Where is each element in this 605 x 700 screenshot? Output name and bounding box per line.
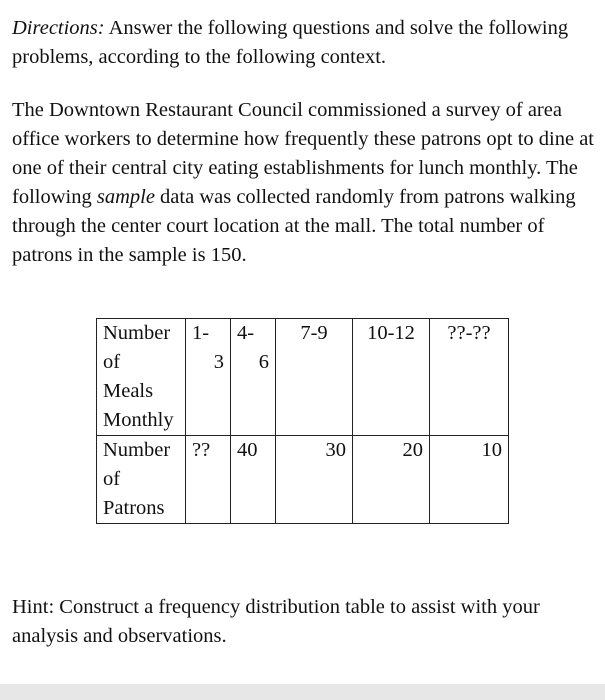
context-text-part1: The Downtown Restaurant Council commissioned a survey of area office workers to determine how frequently these patrons opt to dine at one of their central city eating establishments for lunch monthly. The following <box>12 99 594 208</box>
patron-count-cell-3 <box>276 436 353 524</box>
patron-count-cell-4 <box>353 436 430 524</box>
meal-range-1-bottom: 3 <box>213 351 224 373</box>
context-paragraph <box>12 96 597 270</box>
patrons-header-line-2: of <box>103 468 121 490</box>
table-row-meals <box>97 319 509 436</box>
meal-range-cell-4 <box>353 319 430 436</box>
context-emphasis: sample <box>96 186 155 208</box>
meals-header-cell <box>97 319 186 436</box>
meal-range-cell-1 <box>186 319 231 436</box>
patron-count-4: 20 <box>402 439 423 461</box>
context-text-part2: data was collected randomly from patrons walking through the center court location at the mall. The total number of patrons in the sample is 150. <box>12 186 576 266</box>
meal-range-2-bottom: 6 <box>258 351 269 373</box>
patrons-header-line-3: Patrons <box>103 497 165 519</box>
patron-count-cell-5 <box>430 436 509 524</box>
hint-paragraph: Hint: Construct a frequency distribution table to assist with your analysis and observations. <box>12 596 540 647</box>
meal-range-cell-2 <box>231 319 276 436</box>
frequency-table <box>96 318 509 524</box>
meal-range-4: 10-12 <box>367 322 415 344</box>
meals-header-line-2: of <box>103 351 121 373</box>
meals-header-line-1: Number <box>103 322 171 344</box>
meal-range-2-top: 4- <box>237 322 255 344</box>
patron-count-cell-1 <box>186 436 231 524</box>
meal-range-cell-3 <box>276 319 353 436</box>
patrons-header-line-1: Number <box>103 439 171 461</box>
directions-text: Answer the following questions and solve the following problems, according to the following context. <box>12 17 569 68</box>
directions-label: Directions: <box>12 17 105 39</box>
patron-count-1: ?? <box>192 439 211 461</box>
patron-count-cell-2 <box>231 436 276 524</box>
meal-range-1-top: 1- <box>192 322 210 344</box>
meal-range-3: 7-9 <box>300 322 328 344</box>
meals-header-line-3: Meals <box>103 380 154 402</box>
meal-range-5: ??-?? <box>447 322 491 344</box>
meal-range-cell-5 <box>430 319 509 436</box>
meals-header-line-4: Monthly <box>103 409 174 431</box>
table-row-patrons <box>97 436 509 524</box>
patron-count-2: 40 <box>237 439 258 461</box>
bottom-scroll-strip <box>0 684 605 700</box>
patron-count-5: 10 <box>481 439 502 461</box>
patrons-header-cell <box>97 436 186 524</box>
directions-paragraph <box>12 14 597 72</box>
patron-count-3: 30 <box>325 439 346 461</box>
